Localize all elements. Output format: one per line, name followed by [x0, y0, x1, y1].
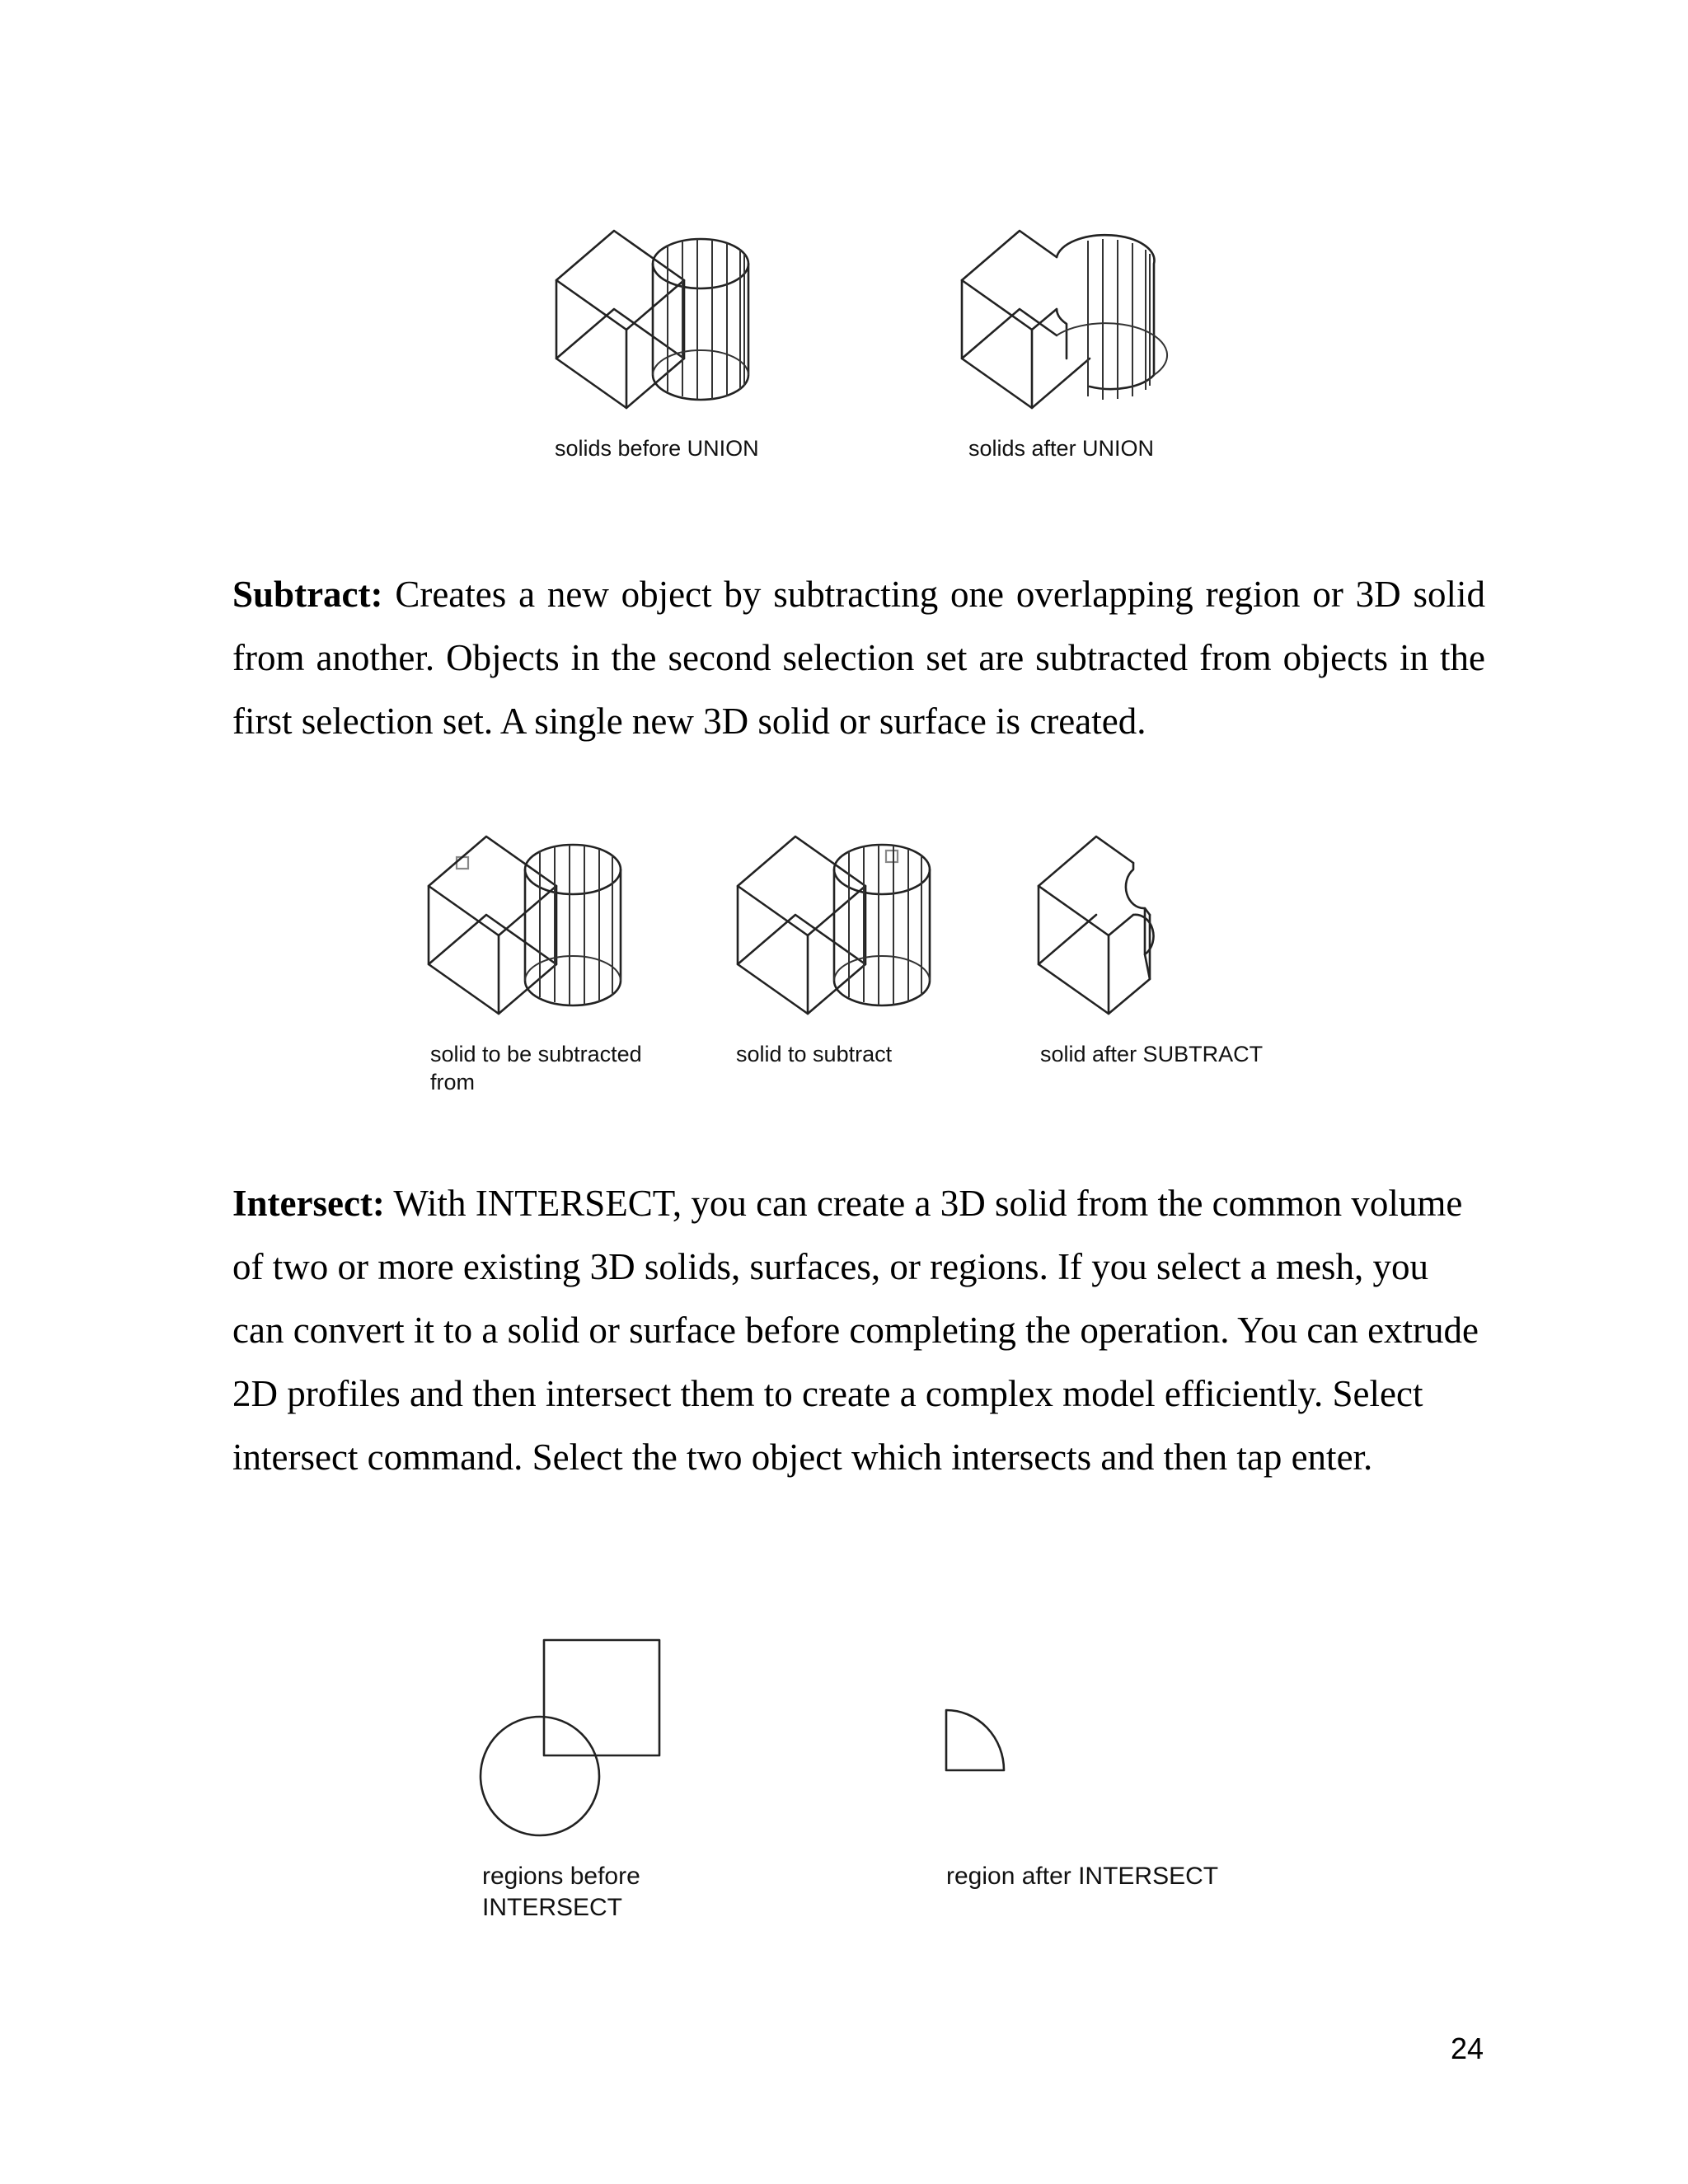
subtract-tool-figure — [734, 832, 940, 1014]
intersect-before-caption: regions before INTERSECT — [482, 1863, 640, 1921]
intersect-after-figure — [942, 1706, 1016, 1780]
union-after-caption: solids after UNION — [968, 436, 1155, 461]
subtract-tool-caption: solid to subtract — [736, 1042, 893, 1066]
subtract-result-caption: solid after SUBTRACT — [1040, 1042, 1264, 1066]
subtract-from-figure — [424, 832, 631, 1014]
intersect-term: Intersect: — [232, 1183, 385, 1224]
subtract-result-figure — [1034, 832, 1240, 1014]
intersect-text: With INTERSECT, you can create a 3D solid from the common volume of two or more existing 3D solids, surfaces, or regions. If you select a mesh, you can convert it to a solid or surface before completing the operation. You can extrude 2D profiles and then intersect them to create a complex model efficiently. Select intersect command. Select the two object which intersects and then tap enter. — [232, 1183, 1479, 1478]
intersect-before-figure — [478, 1636, 668, 1834]
intersect-after-caption: region after INTERSECT — [946, 1863, 1219, 1890]
subtract-paragraph — [232, 563, 1485, 753]
subtract-from-caption: solid to be subtracted from — [430, 1042, 642, 1094]
subtract-text: Creates a new object by subtracting one overlapping region or 3D solid from another. Objects in the second selection set are subtracted from objects in the first selection set. A single new 3D solid or surface is created. — [232, 574, 1486, 742]
page-number: 24 — [1450, 2032, 1484, 2065]
union-before-caption: solids before UNION — [555, 436, 759, 461]
union-before-figure — [552, 227, 758, 408]
subtract-term: Subtract: — [232, 574, 383, 615]
union-after-figure — [958, 227, 1164, 408]
intersect-paragraph — [232, 1172, 1485, 1489]
